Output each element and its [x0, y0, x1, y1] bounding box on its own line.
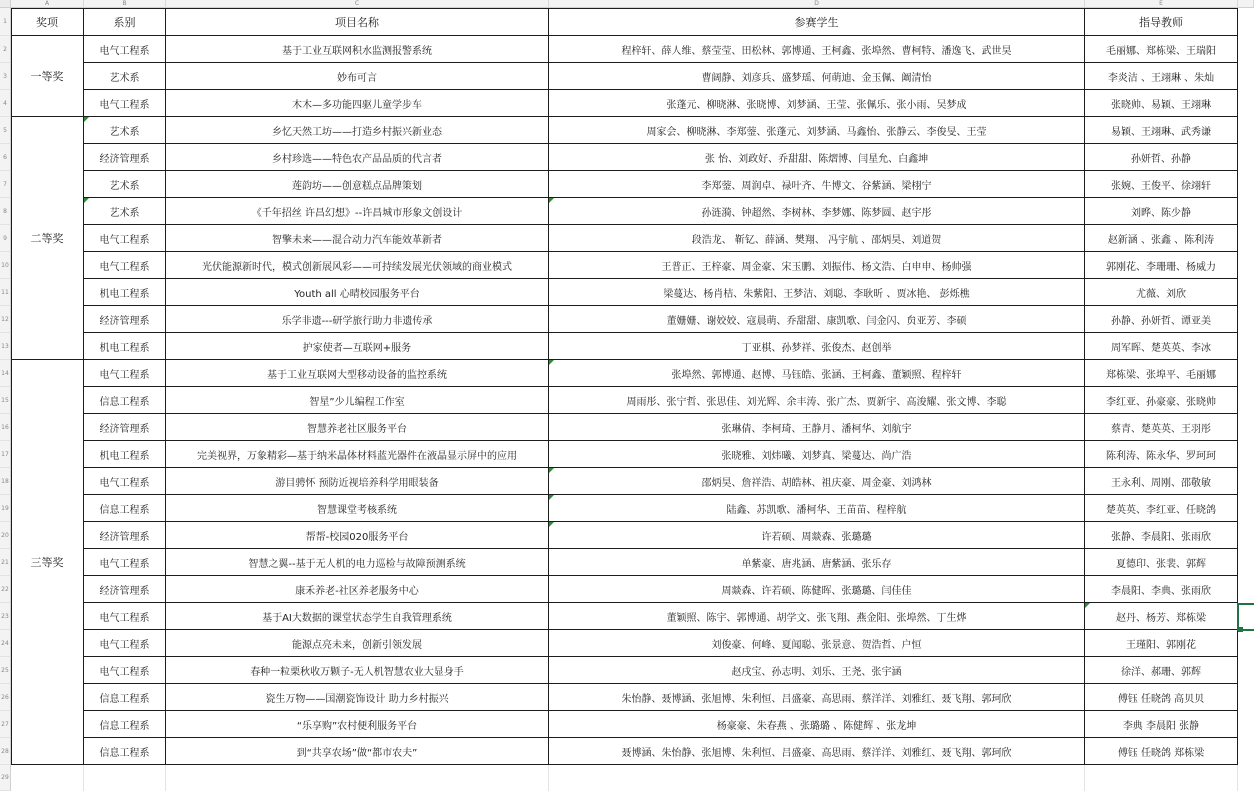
students-cell[interactable]: 张埠然、郭博通、赵博、马钰皓、张涵、王柯鑫、董颖照、程梓轩 [549, 360, 1085, 387]
students-cell[interactable]: 杨豪豪、朱春燕 、张璐璐 、陈健辉 、张龙坤 [549, 711, 1085, 738]
row-header-1[interactable]: 1 [0, 8, 11, 36]
header-students: 参赛学生 [549, 8, 1085, 36]
project-cell[interactable]: 帮帮-校园020服务平台 [166, 522, 549, 549]
teachers-cell[interactable]: 李炎洁 、王翊琳 、朱灿 [1085, 63, 1238, 90]
row-header-7[interactable]: 7 [0, 171, 11, 198]
students-cell[interactable]: 周雨彤、张宁哲、张思佳、刘光辉、余丰涛、张广杰、贾新宇、高浚耀、张文博、李聪 [549, 387, 1085, 414]
dept-cell[interactable]: 信息工程系 [84, 738, 166, 765]
teachers-cell[interactable]: 王瑾阳、郭刚花 [1085, 630, 1238, 657]
row-header-27[interactable]: 27 [0, 711, 11, 738]
header-award: 奖项 [11, 8, 84, 36]
teachers-cell[interactable]: 陈利涛、陈永华、罗珂珂 [1085, 441, 1238, 468]
row-header-22[interactable]: 22 [0, 576, 11, 603]
dept-cell[interactable]: 电气工程系 [84, 225, 166, 252]
dept-cell[interactable]: 电气工程系 [84, 90, 166, 117]
row-header-8[interactable]: 8 [0, 198, 11, 225]
row-header-13[interactable]: 13 [0, 333, 11, 360]
project-cell[interactable]: 木木—多功能四驱儿童学步车 [166, 90, 549, 117]
row-header-16[interactable]: 16 [0, 414, 11, 441]
award-cell[interactable]: 二等奖 [11, 117, 84, 360]
dept-cell[interactable]: 信息工程系 [84, 495, 166, 522]
grid-line [1237, 765, 1238, 791]
project-cell[interactable]: 乡忆天然工坊——打造乡村振兴新业态 [166, 117, 549, 144]
students-cell[interactable]: 董颖照、陈宇、郭博通、胡学文、张飞翔、燕金阳、张埠然、丁生烨 [549, 603, 1085, 630]
dept-cell[interactable]: 艺术系 [84, 63, 166, 90]
students-cell[interactable]: 张琳倩、李柯琦、王静月、潘柯华、刘航宇 [549, 414, 1085, 441]
header-project: 项目名称 [166, 8, 549, 36]
teachers-cell[interactable]: 徐洋、郝珊、郭辉 [1085, 657, 1238, 684]
project-cell[interactable]: “乐享购”农村便利服务平台 [166, 711, 549, 738]
dept-cell[interactable]: 信息工程系 [84, 387, 166, 414]
teachers-cell[interactable]: 易颖、王翊琳、武秀谦 [1085, 117, 1238, 144]
students-cell[interactable]: 周燚森、许若硕、陈健晖、张璐璐、闫佳佳 [549, 576, 1085, 603]
project-cell[interactable]: 智慧养老社区服务平台 [166, 414, 549, 441]
row-header-5[interactable]: 5 [0, 117, 11, 144]
project-cell[interactable]: 智慧之翼--基于无人机的电力巡检与故障预测系统 [166, 549, 549, 576]
dept-cell[interactable]: 机电工程系 [84, 279, 166, 306]
teachers-cell[interactable]: 蔡青、楚英英、王羽彤 [1085, 414, 1238, 441]
teachers-cell[interactable]: 张静、李晨阳、张雨欣 [1085, 522, 1238, 549]
project-cell[interactable]: 智星”少儿编程工作室 [166, 387, 549, 414]
award-cell[interactable]: 一等奖 [11, 36, 84, 117]
row-header-23[interactable]: 23 [0, 603, 11, 630]
row-header-2[interactable]: 2 [0, 36, 11, 63]
dept-cell[interactable]: 经济管理系 [84, 576, 166, 603]
row-header-28[interactable]: 28 [0, 738, 11, 765]
award-cell[interactable]: 三等奖 [11, 360, 84, 765]
students-cell[interactable]: 段浩龙、 靳钇、薛涵、樊翔、 冯宇航 、邵炳昊、刘道贺 [549, 225, 1085, 252]
students-cell[interactable]: 聂博涵、朱怡静、张旭博、朱利恒、吕盛豪、高思雨、蔡洋洋、刘雅红、聂飞翔、郭珂欣 [549, 738, 1085, 765]
teachers-cell[interactable]: 王永利、周刚、邵敬敏 [1085, 468, 1238, 495]
dept-cell[interactable]: 信息工程系 [84, 684, 166, 711]
project-cell[interactable]: Youth all 心晴校园服务平台 [166, 279, 549, 306]
column-header-c[interactable]: C [166, 0, 549, 8]
row-header-18[interactable]: 18 [0, 468, 11, 495]
project-cell[interactable]: 智擎未来——混合动力汽车能效革新者 [166, 225, 549, 252]
dept-cell[interactable]: 经济管理系 [84, 522, 166, 549]
project-cell[interactable]: 能源点亮未来，创新引领发展 [166, 630, 549, 657]
dept-cell[interactable]: 信息工程系 [84, 711, 166, 738]
students-cell[interactable]: 单紫豪、唐兆涵、唐紫涵、张乐存 [549, 549, 1085, 576]
teachers-cell[interactable]: 李红亚、孙豪豪、张晓帅 [1085, 387, 1238, 414]
teachers-cell[interactable]: 夏德印、张裴、郭辉 [1085, 549, 1238, 576]
teachers-cell[interactable]: 孙妍哲、孙静 [1085, 144, 1238, 171]
teachers-cell[interactable]: 周军晖、楚英英、李冰 [1085, 333, 1238, 360]
project-cell[interactable]: 完美视界，万象精彩—基于纳米晶体材料蓝光器件在液晶显示屏中的应用 [166, 441, 549, 468]
row-header-21[interactable]: 21 [0, 549, 11, 576]
dept-cell[interactable]: 电气工程系 [84, 603, 166, 630]
project-cell[interactable]: 游目骋怀 预防近视培养科学用眼装备 [166, 468, 549, 495]
dept-cell[interactable]: 经济管理系 [84, 144, 166, 171]
project-cell[interactable]: 《千年招丝 许昌幻想》--许昌城市形象文创设计 [166, 198, 549, 225]
row-header-24[interactable]: 24 [0, 630, 11, 657]
teachers-cell[interactable]: 刘晔、陈少静 [1085, 198, 1238, 225]
students-cell[interactable]: 张 怡、刘政好、乔甜甜、陈熠博、闫星允、白鑫坤 [549, 144, 1085, 171]
dept-cell[interactable]: 经济管理系 [84, 414, 166, 441]
project-cell[interactable]: 光伏能源新时代，模式创新展风彩——可持续发展光伏领域的商业模式 [166, 252, 549, 279]
students-cell[interactable]: 王普正、王梓豪、周金豪、宋玉鹏、刘振伟、杨文浩、白申申、杨帅强 [549, 252, 1085, 279]
dept-cell[interactable]: 电气工程系 [84, 36, 166, 63]
teachers-cell[interactable]: 楚英英、李红亚、任晓鸽 [1085, 495, 1238, 522]
column-header-blank[interactable] [1238, 0, 1254, 8]
column-header-d[interactable]: D [549, 0, 1085, 8]
teachers-cell[interactable]: 赵新涵 、张鑫 、陈利涛 [1085, 225, 1238, 252]
row-header-4[interactable]: 4 [0, 90, 11, 117]
dept-cell[interactable]: 艺术系 [84, 171, 166, 198]
project-cell[interactable]: 智慧课堂考核系统 [166, 495, 549, 522]
project-cell[interactable]: 春种一粒栗秋收万颗子-无人机智慧农业大显身手 [166, 657, 549, 684]
column-header-e[interactable]: E [1085, 0, 1238, 8]
teachers-cell[interactable]: 赵丹、杨芳、郑栋梁 [1085, 603, 1238, 630]
dept-cell[interactable]: 机电工程系 [84, 441, 166, 468]
teachers-cell[interactable]: 郭刚花、李珊珊、杨威力 [1085, 252, 1238, 279]
row-header-26[interactable]: 26 [0, 684, 11, 711]
students-cell[interactable]: 孙涟漪、钟超然、李树林、李梦娜、陈梦圆、赵宇彤 [549, 198, 1085, 225]
project-cell[interactable]: 到“共享农场”做“都市农夫” [166, 738, 549, 765]
dept-cell[interactable]: 机电工程系 [84, 333, 166, 360]
teachers-cell[interactable]: 毛丽娜、郑栋梁、王瑞阳 [1085, 36, 1238, 63]
grid-line [1084, 765, 1085, 791]
teachers-cell[interactable]: 郑栋梁、张埠平、毛丽娜 [1085, 360, 1238, 387]
row-header-9[interactable]: 9 [0, 225, 11, 252]
row-header-11[interactable]: 11 [0, 279, 11, 306]
row-header-15[interactable]: 15 [0, 387, 11, 414]
project-cell[interactable]: 基于工业互联网大型移动设备的监控系统 [166, 360, 549, 387]
dept-cell[interactable]: 电气工程系 [84, 360, 166, 387]
project-cell[interactable]: 基于工业互联网积水监测报警系统 [166, 36, 549, 63]
row-header-10[interactable]: 10 [0, 252, 11, 279]
row-header-19[interactable]: 19 [0, 495, 11, 522]
teachers-cell[interactable]: 张婉、王俊平、徐翊轩 [1085, 171, 1238, 198]
teachers-cell[interactable]: 李典 李晨阳 张静 [1085, 711, 1238, 738]
column-header-b[interactable]: B [84, 0, 166, 8]
header-teachers: 指导教师 [1085, 8, 1238, 36]
row-header-6[interactable]: 6 [0, 144, 11, 171]
row-header-12[interactable]: 12 [0, 306, 11, 333]
students-cell[interactable]: 李郑蓥、周润卓、禄叶齐、牛博文、谷紫涵、梁栩宁 [549, 171, 1085, 198]
project-cell[interactable]: 瓷生万物——国潮瓷饰设计 助力乡村振兴 [166, 684, 549, 711]
dept-cell[interactable]: 艺术系 [84, 117, 166, 144]
dept-cell[interactable]: 电气工程系 [84, 252, 166, 279]
project-cell[interactable]: 乡村珍选——特色农产品品质的代言者 [166, 144, 549, 171]
teachers-cell[interactable]: 孙静、孙妍哲、谭亚美 [1085, 306, 1238, 333]
select-all-corner[interactable] [0, 0, 11, 8]
students-cell[interactable]: 邵炳昊、詹祥浩、胡皓林、祖庆豪、周金豪、刘鸿林 [549, 468, 1085, 495]
grid-line [83, 765, 84, 791]
students-cell[interactable]: 丁亚棋、孙梦祥、张俊杰、赵创举 [549, 333, 1085, 360]
students-cell[interactable]: 赵戌宝、孙志明、刘乐、王尧、张宇涵 [549, 657, 1085, 684]
students-cell[interactable]: 许若硕、周燚森、张璐璐 [549, 522, 1085, 549]
project-cell[interactable]: 护家使者—互联网+服务 [166, 333, 549, 360]
students-cell[interactable]: 周家会、柳晓淋、李郑蓥、张蓬元、刘梦涵、马鑫怡、张静云、李俊旻、王莹 [549, 117, 1085, 144]
students-cell[interactable]: 程梓轩、薛人维、蔡莹莹、田松林、郭博通、王柯鑫、张埠然、曹柯特、潘逸飞、武世昊 [549, 36, 1085, 63]
grid-line [548, 765, 549, 791]
fill-handle[interactable] [1238, 627, 1243, 632]
students-cell[interactable]: 张蓬元、柳晓淋、张晓博、刘梦涵、王莹、张佩乐、张小雨、吴梦成 [549, 90, 1085, 117]
project-cell[interactable]: 乐学非遗---研学旅行助力非遗传承 [166, 306, 549, 333]
teachers-cell[interactable]: 傅钰 任晓鸽 高贝贝 [1085, 684, 1238, 711]
row-header-14[interactable]: 14 [0, 360, 11, 387]
students-cell[interactable]: 陆鑫、苏凯歌、潘柯华、王苗苗、程梓航 [549, 495, 1085, 522]
dept-cell[interactable]: 艺术系 [84, 198, 166, 225]
dept-cell[interactable]: 电气工程系 [84, 657, 166, 684]
teachers-cell[interactable]: 尤薇、刘欣 [1085, 279, 1238, 306]
teachers-cell[interactable]: 傅钰 任晓鸽 郑栋梁 [1085, 738, 1238, 765]
teachers-cell[interactable]: 张晓帅、易颖、王翊琳 [1085, 90, 1238, 117]
dept-cell[interactable]: 电气工程系 [84, 549, 166, 576]
grid-line [165, 765, 166, 791]
project-cell[interactable]: 妙布可言 [166, 63, 549, 90]
students-cell[interactable]: 曹阔静、刘彦兵、盛梦瑶、何萌迪、金玉佩、阚清怡 [549, 63, 1085, 90]
dept-cell[interactable]: 电气工程系 [84, 468, 166, 495]
project-cell[interactable]: 康禾养老-社区养老服务中心 [166, 576, 549, 603]
students-cell[interactable]: 梁蔓达、杨肖桔、朱紫阳、王梦洁、刘聪、李耿昕 、贾冰艳、 彭烁樵 [549, 279, 1085, 306]
teachers-cell[interactable]: 李晨阳、李典、张雨欣 [1085, 576, 1238, 603]
dept-cell[interactable]: 电气工程系 [84, 630, 166, 657]
row-header-29[interactable]: 29 [0, 765, 11, 791]
column-header-a[interactable]: A [11, 0, 84, 8]
row-header-20[interactable]: 20 [0, 522, 11, 549]
row-header-25[interactable]: 25 [0, 657, 11, 684]
row-header-3[interactable]: 3 [0, 63, 11, 90]
project-cell[interactable]: 莲韵坊——创意糕点品牌策划 [166, 171, 549, 198]
students-cell[interactable]: 董姗姗、谢姣姣、寇晨萌、乔甜甜、康凯歌、闫金闪、贠亚芳、李硕 [549, 306, 1085, 333]
students-cell[interactable]: 刘俊豪、何峰、夏闻聪、张景意、贺浩哲、户恒 [549, 630, 1085, 657]
students-cell[interactable]: 张晓雅、刘炜曦、刘梦真、梁蔓达、尚广浩 [549, 441, 1085, 468]
dept-cell[interactable]: 经济管理系 [84, 306, 166, 333]
students-cell[interactable]: 朱怡静、聂博涵、张旭博、朱利恒、吕盛豪、高思雨、蔡洋洋、刘雅红、聂飞翔、郭珂欣 [549, 684, 1085, 711]
header-dept: 系别 [84, 8, 166, 36]
row-header-17[interactable]: 17 [0, 441, 11, 468]
project-cell[interactable]: 基于AI大数据的课堂状态学生自我管理系统 [166, 603, 549, 630]
